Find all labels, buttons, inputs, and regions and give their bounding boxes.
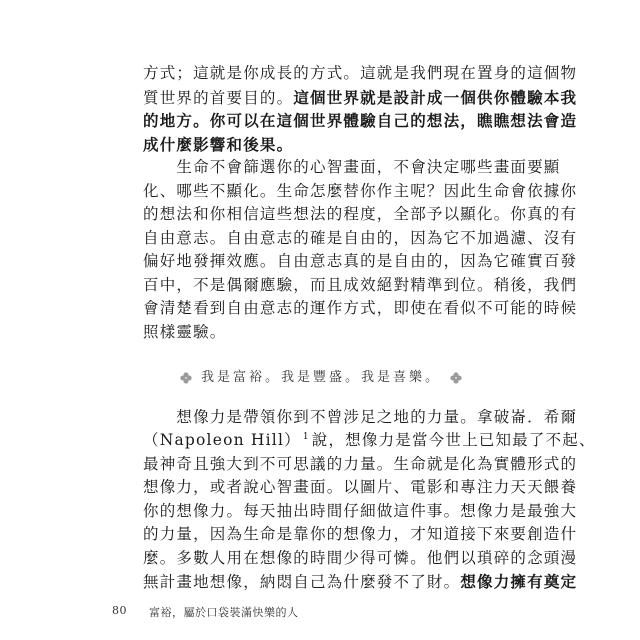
page-body bbox=[143, 62, 596, 594]
text-line bbox=[143, 570, 578, 594]
text-span: 質世界的首要目的。 bbox=[143, 88, 294, 107]
affirmation-text: 我是富裕。我是豐盛。我是喜樂。 bbox=[200, 370, 441, 385]
text-span: 無計畫地想像，納悶自己為什麼發不了財。 bbox=[143, 573, 461, 591]
text-line: 麼。多數人用在想像的時間少得可憐。他們以瑣碎的念頭漫 bbox=[143, 548, 578, 567]
text-line bbox=[143, 429, 596, 453]
clover-icon bbox=[449, 371, 463, 385]
clover-icon bbox=[179, 371, 193, 385]
footnote-marker: 1 bbox=[302, 432, 310, 442]
text-line: 百中，不是偶爾應驗，而且成效絕對精準到位。稍後，我們 bbox=[143, 275, 578, 294]
text-line: 的力量，因為生命是靠你的想像力，才知道接下來要創造什 bbox=[143, 525, 578, 543]
paragraph-2 bbox=[143, 156, 578, 344]
paragraph-1 bbox=[143, 62, 578, 156]
text-line: 最神奇且強大到不可思議的力量。生命就是化為實體形式的 bbox=[143, 454, 578, 473]
section-spacer bbox=[143, 344, 499, 366]
page-number: 80 bbox=[112, 604, 127, 617]
page-footer bbox=[112, 604, 299, 620]
paragraph-3 bbox=[143, 406, 596, 594]
text-line: 會清楚看到自由意志的運作方式，即使在看似不可能的時候 bbox=[143, 299, 578, 317]
text-line bbox=[143, 86, 578, 110]
emphasis-line: 的地方。你可以在這個世界體驗自己的想法，瞧瞧想法會造 bbox=[143, 111, 578, 130]
affirmation-divider bbox=[143, 366, 499, 390]
text-line: 的想法和你相信這些想法的程度，全部予以顯化。你真的有 bbox=[143, 205, 578, 223]
emphasis-text: 這個世界就是設計成一個供你體驗本我 bbox=[293, 87, 578, 107]
text-line: 照樣靈驗。 bbox=[143, 322, 227, 341]
section-spacer bbox=[143, 390, 499, 406]
running-title: 富裕，屬於口袋裝滿快樂的人 bbox=[149, 606, 299, 619]
text-line: 偏好地發揮效應。自由意志真的是自由的，因為它確實百發 bbox=[143, 252, 578, 270]
text-span: （Napoleon Hill） bbox=[143, 431, 301, 449]
text-line: 你的想像力。每天抽出時間仔細做這件事。想像力是最強大 bbox=[143, 501, 578, 520]
text-span: 說，想像力是當今世上已知最了不起、 bbox=[311, 431, 596, 449]
text-line: 想像力，或者說心智畫面。以圖片、電影和專注力天天餵養 bbox=[143, 478, 578, 496]
text-line: 方式；這就是你成長的方式。這就是我們現在置身的這個物 bbox=[143, 64, 578, 82]
emphasis-text: 想像力擁有奠定 bbox=[460, 572, 578, 591]
text-line: 生命不會篩選你的心智畫面，不會決定哪些畫面要顯 bbox=[143, 158, 561, 176]
text-line: 想像力是帶領你到不曾涉足之地的力量。拿破崙．希爾 bbox=[143, 407, 578, 426]
emphasis-line: 成什麼影響和後果。 bbox=[143, 134, 294, 154]
text-line: 自由意志。自由意志的確是自由的，因為它不加過濾、沒有 bbox=[143, 228, 578, 247]
text-line: 化、哪些不顯化。生命怎麼替你作主呢？因此生命會依據你 bbox=[143, 181, 578, 200]
